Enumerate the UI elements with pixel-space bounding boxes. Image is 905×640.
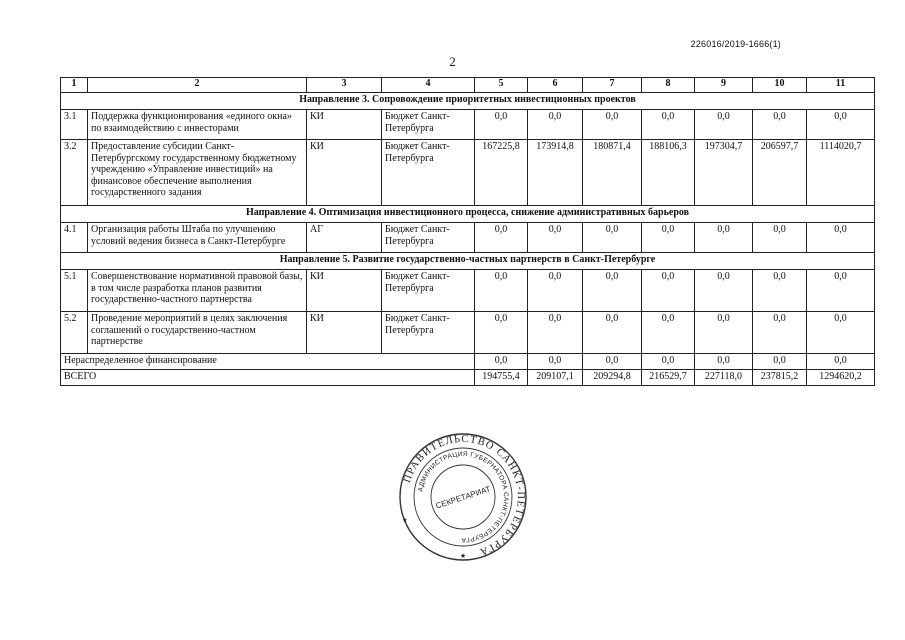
executor: КИ — [307, 140, 382, 206]
table-row — [61, 223, 875, 253]
amount-cell: 0,0 — [583, 270, 642, 312]
amount-cell: 173914,8 — [528, 140, 583, 206]
row-number: 3.1 — [61, 110, 88, 140]
column-number: 5 — [475, 78, 528, 93]
amount-cell: 0,0 — [475, 312, 528, 354]
executor: КИ — [307, 270, 382, 312]
amount-total-cell: 1294620,2 — [807, 370, 875, 386]
activity-name: Совершенствование нормативной правовой базы, в том числе разработка планов развития государственно-частного партнерства — [88, 270, 307, 312]
column-number: 3 — [307, 78, 382, 93]
amount-cell: 0,0 — [695, 354, 753, 370]
page-number: 2 — [449, 54, 456, 69]
table-row — [61, 110, 875, 140]
stamp-inner-text: АДМИНИСТРАЦИЯ ГУБЕРНАТОРА САНКТ-ПЕТЕРБУРГА — [417, 450, 510, 544]
financing-table — [60, 77, 875, 386]
row-number: 3.2 — [61, 140, 88, 206]
direction-heading: Направление 3. Сопровождение приоритетных инвестиционных проектов — [61, 93, 875, 110]
amount-cell: 0,0 — [528, 270, 583, 312]
table-row — [61, 312, 875, 354]
funding-source: Бюджет Санкт-Петербурга — [382, 140, 475, 206]
funding-source: Бюджет Санкт-Петербурга — [382, 312, 475, 354]
funding-source: Бюджет Санкт-Петербурга — [382, 110, 475, 140]
amount-cell: 197304,7 — [695, 140, 753, 206]
amount-cell: 0,0 — [475, 110, 528, 140]
amount-cell: 0,0 — [695, 223, 753, 253]
unallocated-label: Нераспределенное финансирование — [61, 354, 475, 370]
column-number: 1 — [61, 78, 88, 93]
column-number: 10 — [753, 78, 807, 93]
amount-cell: 0,0 — [475, 223, 528, 253]
executor: КИ — [307, 110, 382, 140]
amount-total-cell: 0,0 — [807, 312, 875, 354]
amount-cell: 0,0 — [695, 110, 753, 140]
table-row — [61, 270, 875, 312]
direction-heading: Направление 5. Развитие государственно-частных партнерств в Санкт-Петербурге — [61, 253, 875, 270]
amount-cell: 0,0 — [695, 270, 753, 312]
amount-cell: 0,0 — [583, 354, 642, 370]
column-number-row — [61, 78, 875, 93]
amount-total-cell: 0,0 — [807, 110, 875, 140]
direction-3-heading-row — [61, 93, 875, 110]
amount-cell: 0,0 — [642, 110, 695, 140]
executor: КИ — [307, 312, 382, 354]
column-number: 4 — [382, 78, 475, 93]
amount-total-cell: 0,0 — [807, 354, 875, 370]
total-label: ВСЕГО — [61, 370, 475, 386]
funding-source: Бюджет Санкт-Петербурга — [382, 270, 475, 312]
amount-cell: 180871,4 — [583, 140, 642, 206]
amount-cell: 167225,8 — [475, 140, 528, 206]
direction-heading: Направление 4. Оптимизация инвестиционного процесса, снижение административных барьеров — [61, 206, 875, 223]
amount-cell: 237815,2 — [753, 370, 807, 386]
amount-cell: 227118,0 — [695, 370, 753, 386]
row-number: 5.2 — [61, 312, 88, 354]
activity-name: Предоставление субсидии Санкт-Петербургскому государственному бюджетному учреждению «Управление инвестиций» на финансовое обеспечение выполнения государственного задания — [88, 140, 307, 206]
amount-cell: 0,0 — [528, 223, 583, 253]
direction-5-heading-row — [61, 253, 875, 270]
amount-cell: 0,0 — [753, 223, 807, 253]
amount-cell: 0,0 — [528, 110, 583, 140]
stamp-center-text: СЕКРЕТАРИАТ — [434, 484, 492, 511]
funding-source: Бюджет Санкт-Петербурга — [382, 223, 475, 253]
column-number: 6 — [528, 78, 583, 93]
amount-cell: 209294,8 — [583, 370, 642, 386]
stamp-star-icon: ★ — [459, 552, 467, 560]
activity-name: Поддержка функционирования «единого окна» по взаимодействию с инвесторами — [88, 110, 307, 140]
amount-cell: 194755,4 — [475, 370, 528, 386]
stamp-star-icon: ★ — [402, 518, 408, 524]
column-number: 8 — [642, 78, 695, 93]
activity-name: Проведение мероприятий в целях заключения соглашений о государственно-частном партнерстве — [88, 312, 307, 354]
amount-cell: 188106,3 — [642, 140, 695, 206]
amount-cell: 0,0 — [583, 110, 642, 140]
total-row — [61, 370, 875, 386]
executor: АГ — [307, 223, 382, 253]
amount-cell: 0,0 — [642, 354, 695, 370]
column-number: 9 — [695, 78, 753, 93]
amount-cell: 0,0 — [753, 312, 807, 354]
amount-cell: 0,0 — [528, 354, 583, 370]
amount-total-cell: 0,0 — [807, 270, 875, 312]
row-number: 5.1 — [61, 270, 88, 312]
secretariat-stamp — [398, 432, 528, 562]
amount-cell: 206597,7 — [753, 140, 807, 206]
amount-cell: 0,0 — [475, 270, 528, 312]
table-row — [61, 140, 875, 206]
amount-cell: 0,0 — [753, 270, 807, 312]
column-number: 2 — [88, 78, 307, 93]
amount-cell: 0,0 — [583, 312, 642, 354]
stamp-outer-text: ПРАВИТЕЛЬСТВО САНКТ-ПЕТЕРБУРГА — [401, 433, 527, 558]
unallocated-row — [61, 354, 875, 370]
amount-cell: 0,0 — [753, 110, 807, 140]
row-number: 4.1 — [61, 223, 88, 253]
column-number: 7 — [583, 78, 642, 93]
amount-cell: 0,0 — [583, 223, 642, 253]
document-id: 226016/2019-1666(1) — [690, 39, 781, 49]
amount-cell: 0,0 — [753, 354, 807, 370]
amount-cell: 0,0 — [695, 312, 753, 354]
amount-cell: 209107,1 — [528, 370, 583, 386]
amount-cell: 0,0 — [475, 354, 528, 370]
direction-4-heading-row — [61, 206, 875, 223]
activity-name: Организация работы Штаба по улучшению условий ведения бизнеса в Санкт-Петербурге — [88, 223, 307, 253]
amount-cell: 0,0 — [642, 312, 695, 354]
amount-cell: 0,0 — [642, 223, 695, 253]
column-number: 11 — [807, 78, 875, 93]
amount-cell: 216529,7 — [642, 370, 695, 386]
amount-cell: 0,0 — [528, 312, 583, 354]
amount-cell: 0,0 — [642, 270, 695, 312]
amount-total-cell: 1114020,7 — [807, 140, 875, 206]
amount-total-cell: 0,0 — [807, 223, 875, 253]
